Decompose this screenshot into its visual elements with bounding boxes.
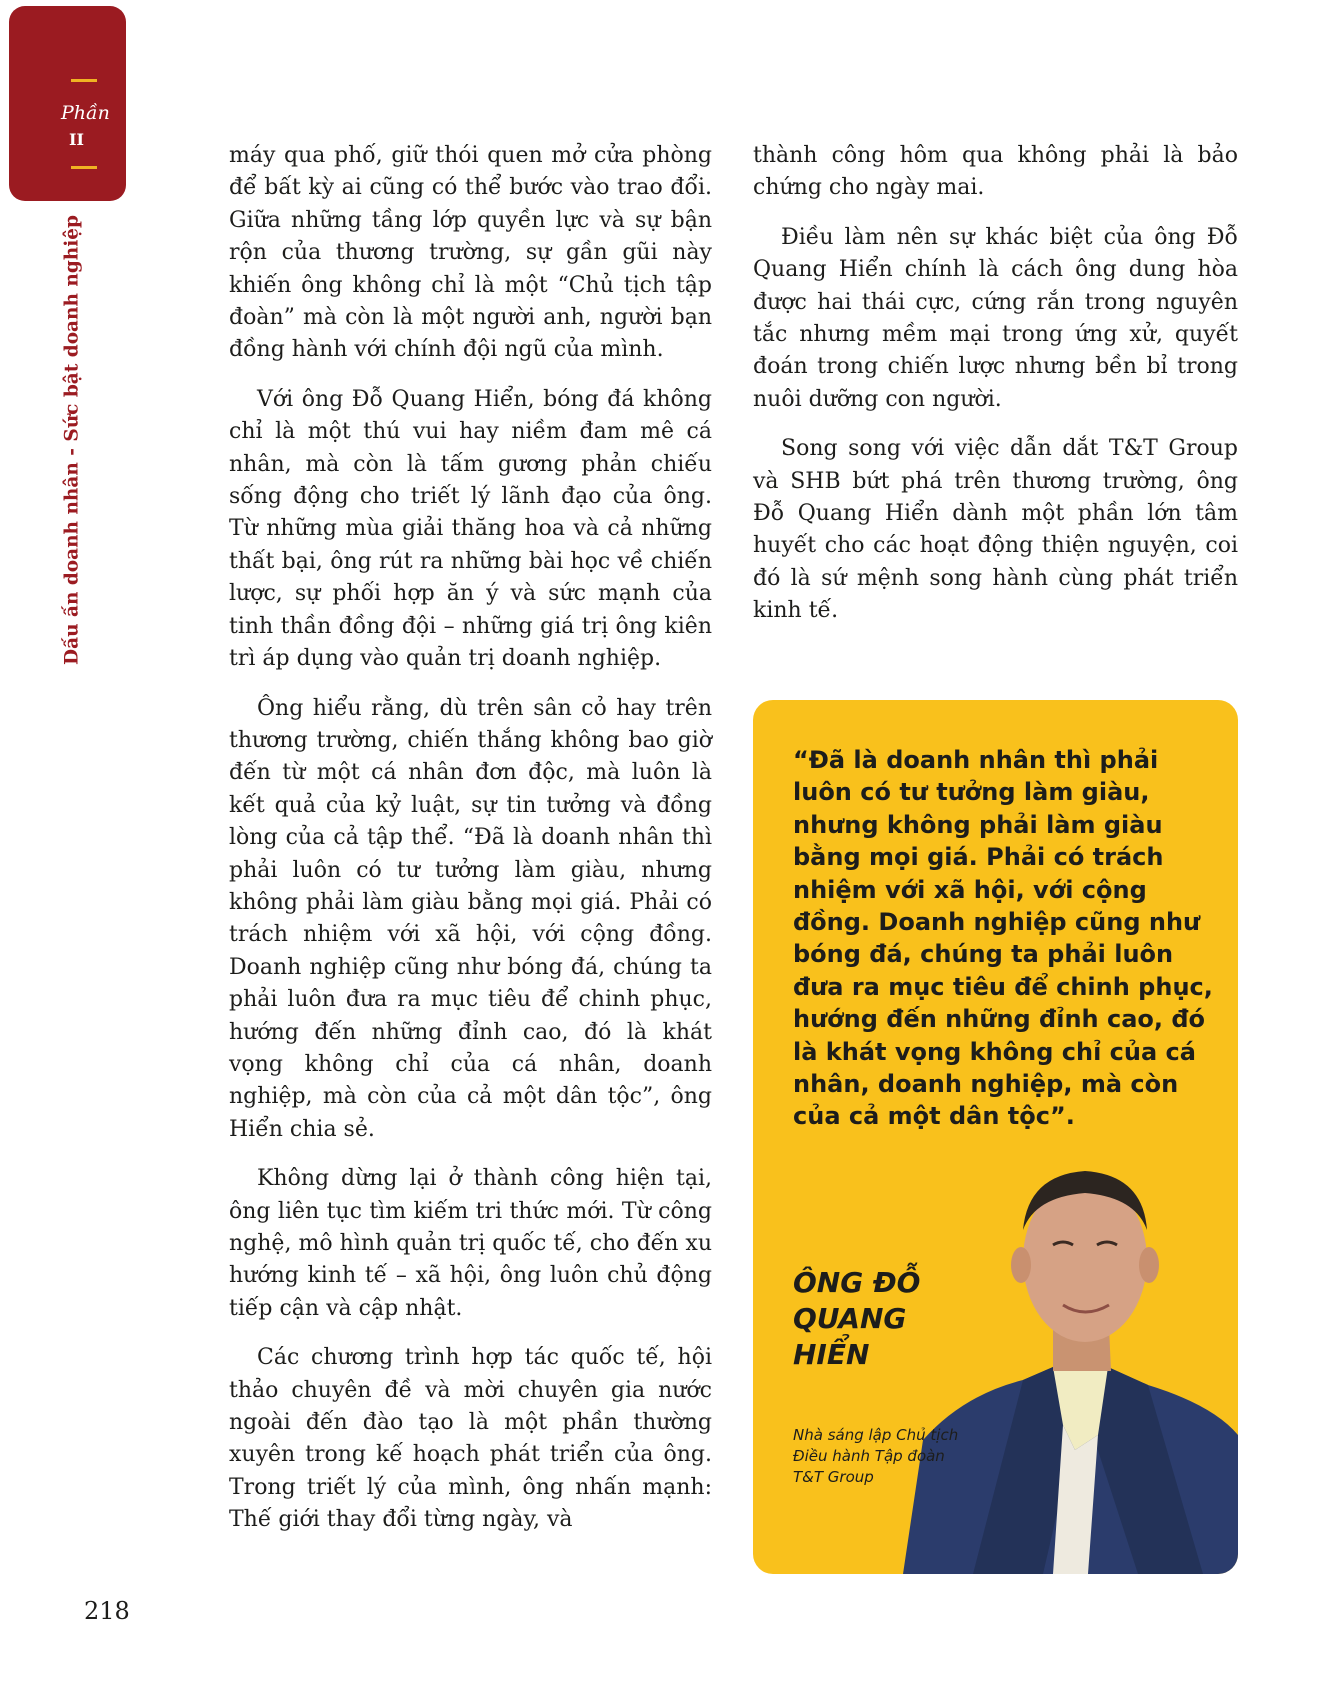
left-column [229, 140, 712, 1554]
paragraph: Các chương trình hợp tác quốc tế, hội thảo chuyên đề và mời chuyên gia nước ngoài đến đào tạo là một phần thường xuyên trong kế hoạch phát triển của ông. Trong triết lý của mình, ông nhấn mạnh: Thế giới thay đổi từng ngày, và [229, 1345, 712, 1533]
section-tab [9, 6, 126, 201]
tab-rule-bottom [71, 166, 97, 169]
page-number: 218 [84, 1597, 130, 1625]
paragraph: máy qua phố, giữ thói quen mở cửa phòng để bất kỳ ai cũng có thể bước vào trao đổi. Giữa những tầng lớp quyền lực và sự bận rộn của thương trường, sự gần gũi này khiến ông không chỉ là một “Chủ tịch tập đoàn” mà còn là một người anh, người bạn đồng hành với chính đội ngũ của mình. [229, 143, 712, 363]
portrait-photo [903, 1105, 1238, 1574]
section-tab-word: Phần [61, 102, 110, 124]
paragraph: Điều làm nên sự khác biệt của ông Đỗ Quang Hiển chính là cách ông dung hòa được hai thái cực, cứng rắn trong nguyên tắc nhưng mềm mại trong ứng xử, quyết đoán trong chiến lược nhưng bền bỉ trong nuôi dưỡng con người. [753, 224, 1238, 412]
paragraph: Song song với việc dẫn dắt T&T Group và SHB bứt phá trên thương trường, ông Đỗ Quang Hiển dành một phần lớn tâm huyết cho các hoạt động thiện nguyện, coi đó là sứ mệnh song hành cùng phát triển kinh tế. [753, 436, 1238, 624]
paragraph: thành công hôm qua không phải là bảo chứng cho ngày mai. [753, 143, 1238, 201]
tab-rule-top [71, 79, 97, 82]
person-name: ÔNG ĐỖ QUANG HIỂN [793, 1266, 921, 1371]
right-column [753, 140, 1238, 645]
pull-quote-box [753, 700, 1238, 1574]
pull-quote-text: “Đã là doanh nhân thì phải luôn có tư tưởng làm giàu, nhưng không phải làm giàu bằng mọi giá. Phải có trách nhiệm với xã hội, với cộng đồng. Doanh nghiệp cũng như bóng đá, chúng ta phải luôn đưa ra mục tiêu để chinh phục, hướng đến những đỉnh cao, đó là khát vọng không chỉ của cá nhân, doanh nghiệp, mà còn của cả một dân tộc”. [793, 746, 1213, 1131]
paragraph: Với ông Đỗ Quang Hiển, bóng đá không chỉ là một thú vui hay niềm đam mê cá nhân, mà còn là tấm gương phản chiếu sống động cho triết lý lãnh đạo của ông. Từ những mùa giải thăng hoa và cả những thất bại, ông rút ra những bài học về chiến lược, sự phối hợp ăn ý và sức mạnh của tinh thần đồng đội – những giá trị ông kiên trì áp dụng vào quản trị doanh nghiệp. [229, 386, 712, 672]
person-role: Nhà sáng lập Chủ tịch Điều hành Tập đoàn T&T Group [793, 1426, 959, 1486]
side-section-title: Dấu ấn doanh nhân - Sức bật doanh nghiệp [61, 215, 83, 665]
paragraph: Không dừng lại ở thành công hiện tại, ông liên tục tìm kiếm tri thức mới. Từ công nghệ, mô hình quản trị quốc tế, cho đến xu hướng kinh tế – xã hội, ông luôn chủ động tiếp cận và cập nhật. [229, 1166, 712, 1321]
section-tab-number: II [69, 130, 84, 149]
paragraph: Ông hiểu rằng, dù trên sân cỏ hay trên thương trường, chiến thắng không bao giờ đến từ một cá nhân đơn độc, mà luôn là kết quả của kỷ luật, sự tin tưởng và đồng lòng của cả tập thể. “Đã là doanh nhân thì phải luôn có tư tưởng làm giàu, nhưng không phải làm giàu bằng mọi giá. Phải có trách nhiệm với xã hội, với cộng đồng. Doanh nghiệp cũng như bóng đá, chúng ta phải luôn đưa ra mục tiêu để chinh phục, hướng đến những đỉnh cao, đó là khát vọng không chỉ của cá nhân, doanh nghiệp, mà còn của cả một dân tộc”, ông Hiển chia sẻ. [229, 695, 712, 1142]
